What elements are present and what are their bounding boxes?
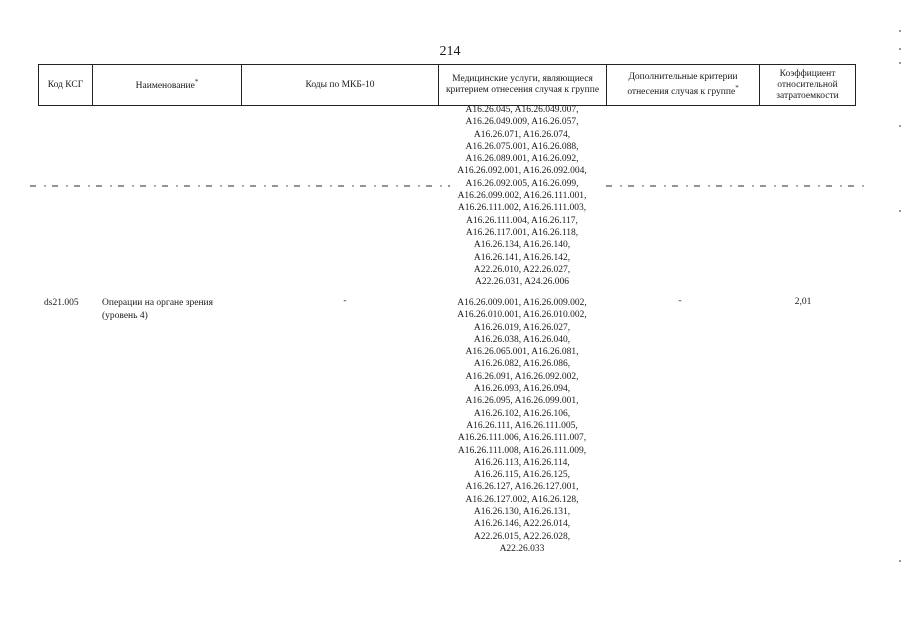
- continued-services: [438, 104, 606, 288]
- service-code-line: A16.26.038, A16.26.040,: [473, 334, 571, 345]
- header-code-label: Код КСГ: [47, 79, 84, 90]
- service-code-line: A16.26.111, A16.26.111.005,: [466, 420, 578, 431]
- scan-edge-mark: [899, 125, 901, 127]
- scan-edge-mark: [899, 62, 901, 64]
- service-code-line: A16.26.071, A16.26.074,: [473, 129, 571, 140]
- service-code-line: A16.26.146, A22.26.014,: [473, 519, 571, 530]
- service-code-line: A16.26.092.001, A16.26.092.004,: [457, 166, 587, 177]
- service-code-line: A16.26.134, A16.26.140,: [473, 240, 571, 251]
- header-extra-footnote-mark: *: [735, 83, 739, 92]
- service-code-line: A16.26.095, A16.26.099.001,: [465, 396, 579, 407]
- service-code-line: A16.26.093, A16.26.094,: [473, 384, 571, 395]
- header-name-footnote-mark: *: [194, 78, 199, 87]
- service-code-line: A22.26.010, A22.26.027,: [473, 264, 571, 275]
- header-code: [38, 65, 92, 105]
- scan-edge-mark: [899, 30, 901, 32]
- service-code-line: A16.26.019, A16.26.027,: [473, 322, 571, 333]
- header-coef-label: Коэффициент относительной затратоемкости: [776, 68, 839, 101]
- service-code-line: A16.26.082, A16.26.086,: [473, 359, 571, 370]
- scan-fold-line-right: [606, 185, 870, 187]
- service-code-line: A16.26.113, A16.26.114,: [474, 457, 570, 468]
- row-name-line: Операции на органе зрения: [102, 298, 213, 308]
- header-extra-label: Дополнительные критерии отнесения случая к группе*: [627, 71, 739, 98]
- row-name-line: (уровень 4): [102, 310, 148, 321]
- service-code-line: A16.26.009.001, A16.26.009.002,: [457, 298, 587, 308]
- header-mkb: [241, 65, 438, 105]
- header-services-label: Медицинские услуги, являющиеся критерием отнесения случая к группе: [445, 74, 600, 95]
- scan-edge-mark: [899, 210, 901, 212]
- service-code-line: A16.26.049.009, A16.26.057,: [465, 117, 579, 128]
- header-coef: [759, 65, 856, 105]
- service-code-line: A16.26.117.001, A16.26.118,: [465, 227, 579, 238]
- header-extra: [606, 65, 759, 105]
- service-code-line: A16.26.089.001, A16.26.092,: [465, 154, 579, 165]
- row-name: [102, 297, 252, 322]
- service-code-line: A16.26.111.008, A16.26.111.009,: [457, 445, 587, 456]
- service-code-line: A16.26.091, A16.26.092.002,: [465, 371, 579, 382]
- service-code-line: A16.26.127.002, A16.26.128,: [465, 494, 579, 505]
- service-code-line: A16.26.115, A16.26.125,: [474, 470, 570, 481]
- scan-fold-line-left: [30, 185, 450, 187]
- header-services: [438, 65, 606, 105]
- service-code-line: A16.26.092.005, A16.26.099,: [465, 178, 579, 189]
- scan-edge-mark: [899, 48, 901, 50]
- row-mkb: -: [343, 296, 347, 306]
- service-code-line: A16.26.130, A16.26.131,: [473, 507, 571, 518]
- row-extra: -: [678, 296, 682, 306]
- table-header: [38, 64, 856, 106]
- service-code-line: A16.26.141, A16.26.142,: [473, 252, 571, 263]
- service-code-line: A16.26.127, A16.26.127.001,: [465, 482, 579, 493]
- row-services: [438, 297, 606, 555]
- service-code-line: A22.26.033: [499, 543, 545, 554]
- header-mkb-label: Коды по МКБ-10: [305, 79, 375, 90]
- service-code-line: A16.26.111.002, A16.26.111.003,: [457, 203, 587, 214]
- service-code-line: A16.26.111.004, A16.26.117,: [466, 215, 578, 226]
- row-code: ds21.005: [44, 298, 79, 308]
- service-code-line: A22.26.031, A24.26.006: [475, 277, 569, 288]
- service-code-line: A16.26.099.002, A16.26.111.001,: [457, 191, 587, 202]
- row-coefficient: 2,01: [794, 297, 812, 307]
- service-code-line: A16.26.065.001, A16.26.081,: [465, 347, 579, 358]
- service-code-line: A16.26.102, A16.26.106,: [473, 408, 571, 419]
- page-number: 214: [439, 44, 461, 59]
- header-name-label: Наименование*: [135, 78, 199, 92]
- scan-edge-mark: [899, 560, 901, 562]
- service-code-line: A22.26.015, A22.26.028,: [473, 531, 571, 542]
- service-code-line: A16.26.045, A16.26.049.007,: [465, 105, 579, 115]
- header-name: [92, 65, 241, 105]
- service-code-line: A16.26.111.006, A16.26.111.007,: [457, 433, 587, 444]
- service-code-line: A16.26.010.001, A16.26.010.002,: [457, 310, 587, 321]
- service-code-line: A16.26.075.001, A16.26.088,: [465, 141, 579, 152]
